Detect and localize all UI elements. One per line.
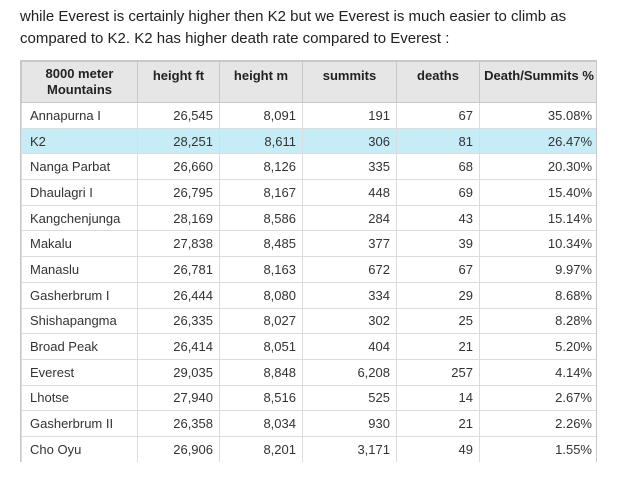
table-body xyxy=(22,103,598,463)
cell-height-ft: 28,251 xyxy=(138,128,220,154)
table-row xyxy=(22,257,598,283)
cell-height-ft: 26,906 xyxy=(138,436,220,462)
cell-height-ft: 27,838 xyxy=(138,231,220,257)
cell-deaths: 29 xyxy=(397,282,480,308)
cell-mountain-name: Everest xyxy=(22,359,138,385)
table-row xyxy=(22,231,598,257)
table-row xyxy=(22,128,598,154)
cell-deaths: 69 xyxy=(397,180,480,206)
cell-height-m: 8,126 xyxy=(220,154,303,180)
cell-mountain-name: Kangchenjunga xyxy=(22,205,138,231)
table-row xyxy=(22,359,598,385)
cell-height-m: 8,516 xyxy=(220,385,303,411)
cell-deaths: 43 xyxy=(397,205,480,231)
cell-height-m: 8,034 xyxy=(220,411,303,437)
cell-deaths: 25 xyxy=(397,308,480,334)
cell-mountain-name: Annapurna I xyxy=(22,103,138,129)
cell-death-summits-ratio: 15.14% xyxy=(480,205,598,231)
cell-summits: 525 xyxy=(303,385,397,411)
header-height-m: height m xyxy=(220,62,303,103)
cell-height-ft: 27,940 xyxy=(138,385,220,411)
header-deaths: deaths xyxy=(397,62,480,103)
cell-mountain-name: Broad Peak xyxy=(22,334,138,360)
cell-death-summits-ratio: 8.68% xyxy=(480,282,598,308)
cell-summits: 306 xyxy=(303,128,397,154)
cell-summits: 3,171 xyxy=(303,436,397,462)
cell-mountain-name: Lhotse xyxy=(22,385,138,411)
table-row xyxy=(22,103,598,129)
cell-summits: 930 xyxy=(303,411,397,437)
cell-deaths: 257 xyxy=(397,359,480,385)
cell-deaths: 21 xyxy=(397,411,480,437)
cell-mountain-name: Shishapangma xyxy=(22,308,138,334)
cell-death-summits-ratio: 1.55% xyxy=(480,436,598,462)
cell-height-m: 8,848 xyxy=(220,359,303,385)
cell-mountain-name: Nanga Parbat xyxy=(22,154,138,180)
cell-summits: 448 xyxy=(303,180,397,206)
intro-line-2: compared to K2. K2 has higher death rate compared to Everest : xyxy=(20,30,450,47)
intro-paragraph xyxy=(20,6,620,50)
table-row xyxy=(22,180,598,206)
cell-mountain-name: Makalu xyxy=(22,231,138,257)
header-summits: summits xyxy=(303,62,397,103)
cell-height-m: 8,201 xyxy=(220,436,303,462)
cell-mountain-name: Gasherbrum I xyxy=(22,282,138,308)
table-row xyxy=(22,385,598,411)
cell-deaths: 49 xyxy=(397,436,480,462)
cell-deaths: 21 xyxy=(397,334,480,360)
cell-death-summits-ratio: 2.67% xyxy=(480,385,598,411)
cell-height-ft: 26,335 xyxy=(138,308,220,334)
header-mountains: 8000 meter Mountains xyxy=(22,62,138,103)
cell-height-m: 8,163 xyxy=(220,257,303,283)
cell-summits: 191 xyxy=(303,103,397,129)
mountain-death-rate-table-container xyxy=(20,60,597,462)
cell-death-summits-ratio: 5.20% xyxy=(480,334,598,360)
cell-height-m: 8,485 xyxy=(220,231,303,257)
cell-height-ft: 26,444 xyxy=(138,282,220,308)
cell-deaths: 67 xyxy=(397,257,480,283)
cell-height-ft: 26,545 xyxy=(138,103,220,129)
table-row xyxy=(22,334,598,360)
cell-height-m: 8,586 xyxy=(220,205,303,231)
cell-death-summits-ratio: 2.26% xyxy=(480,411,598,437)
cell-death-summits-ratio: 15.40% xyxy=(480,180,598,206)
mountain-death-rate-table xyxy=(21,61,597,462)
cell-height-m: 8,051 xyxy=(220,334,303,360)
cell-height-ft: 26,414 xyxy=(138,334,220,360)
cell-summits: 334 xyxy=(303,282,397,308)
cell-mountain-name: Gasherbrum II xyxy=(22,411,138,437)
table-header xyxy=(22,62,598,103)
cell-summits: 377 xyxy=(303,231,397,257)
cell-death-summits-ratio: 4.14% xyxy=(480,359,598,385)
header-height-ft: height ft xyxy=(138,62,220,103)
cell-deaths: 68 xyxy=(397,154,480,180)
cell-summits: 284 xyxy=(303,205,397,231)
header-death-summits-ratio: Death/Summits % xyxy=(480,62,598,103)
cell-death-summits-ratio: 26.47% xyxy=(480,128,598,154)
table-row xyxy=(22,282,598,308)
cell-death-summits-ratio: 20.30% xyxy=(480,154,598,180)
cell-mountain-name: K2 xyxy=(22,128,138,154)
cell-summits: 302 xyxy=(303,308,397,334)
cell-death-summits-ratio: 8.28% xyxy=(480,308,598,334)
cell-height-m: 8,091 xyxy=(220,103,303,129)
cell-summits: 404 xyxy=(303,334,397,360)
cell-death-summits-ratio: 10.34% xyxy=(480,231,598,257)
cell-death-summits-ratio: 35.08% xyxy=(480,103,598,129)
table-row xyxy=(22,411,598,437)
cell-deaths: 67 xyxy=(397,103,480,129)
cell-height-m: 8,027 xyxy=(220,308,303,334)
cell-deaths: 14 xyxy=(397,385,480,411)
table-row xyxy=(22,308,598,334)
cell-height-ft: 26,795 xyxy=(138,180,220,206)
table-row xyxy=(22,154,598,180)
table-header-row xyxy=(22,62,598,103)
cell-mountain-name: Dhaulagri I xyxy=(22,180,138,206)
cell-summits: 672 xyxy=(303,257,397,283)
intro-line-1: while Everest is certainly higher then K2 but we Everest is much easier to climb as xyxy=(20,8,567,25)
cell-height-ft: 26,358 xyxy=(138,411,220,437)
cell-height-m: 8,080 xyxy=(220,282,303,308)
table-row xyxy=(22,436,598,462)
cell-height-ft: 26,781 xyxy=(138,257,220,283)
cell-summits: 6,208 xyxy=(303,359,397,385)
cell-mountain-name: Manaslu xyxy=(22,257,138,283)
cell-deaths: 39 xyxy=(397,231,480,257)
cell-death-summits-ratio: 9.97% xyxy=(480,257,598,283)
cell-height-ft: 26,660 xyxy=(138,154,220,180)
table-row xyxy=(22,205,598,231)
cell-mountain-name: Cho Oyu xyxy=(22,436,138,462)
cell-height-ft: 29,035 xyxy=(138,359,220,385)
cell-height-m: 8,167 xyxy=(220,180,303,206)
cell-deaths: 81 xyxy=(397,128,480,154)
cell-summits: 335 xyxy=(303,154,397,180)
cell-height-m: 8,611 xyxy=(220,128,303,154)
cell-height-ft: 28,169 xyxy=(138,205,220,231)
